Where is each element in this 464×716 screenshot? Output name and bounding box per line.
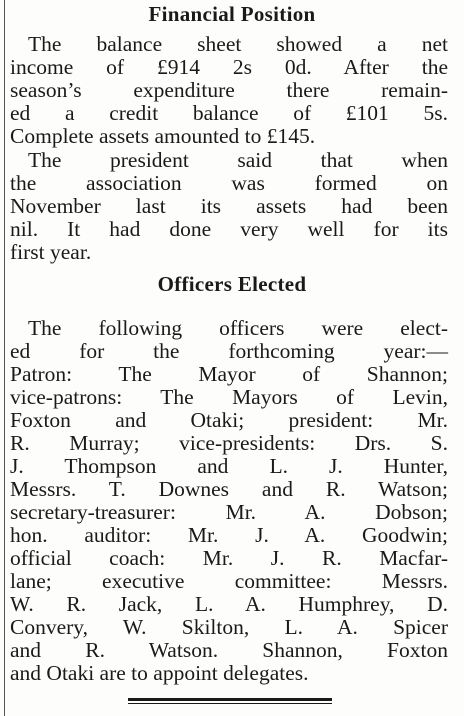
thin-rule <box>128 703 332 704</box>
text-line: November last its assets had been <box>10 194 448 218</box>
heading-officers-elected: Officers Elected <box>157 272 307 296</box>
text-line: The following officers were elect- <box>28 316 448 340</box>
text-line: official coach: Mr. J. R. Macfar- <box>10 546 448 570</box>
text-line: secretary-treasurer: Mr. A. Dobson; <box>10 500 448 524</box>
text-line: W. R. Jack, L. A. Humphrey, D. <box>10 592 448 616</box>
text-line: season’s expenditure there remain- <box>10 78 448 102</box>
text-line: and R. Watson. Shannon, Foxton <box>10 638 448 662</box>
text-line: vice-patrons: The Mayors of Levin, <box>10 385 448 409</box>
text-line: nil. It had done very well for its <box>10 217 448 241</box>
thick-rule <box>128 698 332 701</box>
text-line: ed a credit balance of £101 5s. <box>10 101 448 125</box>
text-line: Foxton and Otaki; president: Mr. <box>10 408 448 432</box>
text-line: income of £914 2s 0d. After the <box>10 55 448 79</box>
column-rule <box>4 0 5 716</box>
text-line: Convery, W. Skilton, L. A. Spicer <box>10 615 448 639</box>
text-line: The balance sheet showed a net <box>28 32 448 56</box>
text-line: ed for the forthcoming year:— <box>10 339 448 363</box>
text-line: J. Thompson and L. J. Hunter, <box>10 454 448 478</box>
heading-financial-position: Financial Position <box>148 2 316 26</box>
text-line: R. Murray; vice-presidents: Drs. S. <box>10 431 448 455</box>
text-line: Complete assets amounted to £145. <box>10 124 316 148</box>
paragraph-officers-list <box>10 317 448 685</box>
text-line: the association was formed on <box>10 171 448 195</box>
paragraph-balance-sheet <box>10 33 448 148</box>
text-line: and Otaki are to appoint delegates. <box>10 661 309 685</box>
text-line: hon. auditor: Mr. J. A. Goodwin; <box>10 523 448 547</box>
text-line: first year. <box>10 240 92 264</box>
text-line: The president said that when <box>28 148 448 172</box>
text-line: Patron: The Mayor of Shannon; <box>10 362 448 386</box>
text-line: Messrs. T. Downes and R. Watson; <box>10 477 448 501</box>
end-of-article-rule <box>128 698 332 704</box>
paragraph-president-remarks <box>10 149 448 264</box>
text-line: lane; executive committee: Messrs. <box>10 569 448 593</box>
